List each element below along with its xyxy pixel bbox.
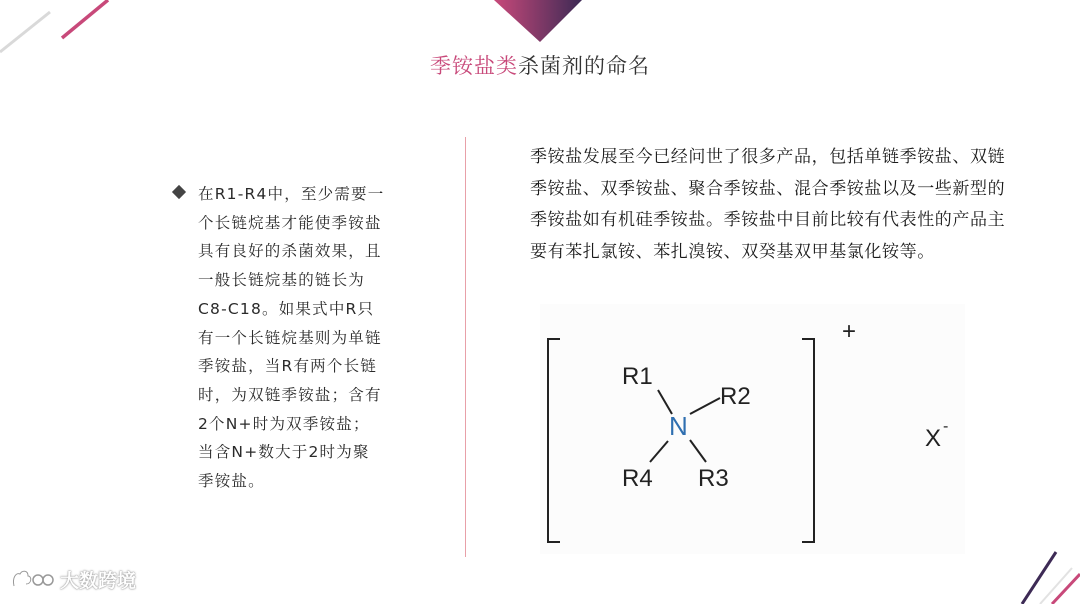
- bond-r2: [690, 398, 720, 414]
- quaternary-ammonium-structure: [540, 304, 965, 554]
- bond-r4: [650, 441, 668, 462]
- r3-label: R3: [698, 465, 729, 492]
- bottom-right-decoration: [1000, 548, 1080, 604]
- r2-label: R2: [720, 383, 751, 410]
- anion-label: X: [925, 425, 942, 452]
- intro-paragraph: 季铵盐发展至今已经问世了很多产品，包括单链季铵盐、双链季铵盐、双季铵盐、聚合季铵盐、混合季铵盐以及一些新型的季铵盐如有机硅季铵盐。季铵盐中目前比较有代表性的产品主要有苯扎氯铵、苯扎溴铵、双癸基双甲基氯化铵等。: [530, 147, 1006, 262]
- r4-label: R4: [622, 465, 653, 492]
- anion-charge-label: -: [943, 418, 949, 435]
- watermark-logo-icon: [10, 568, 54, 592]
- vertical-divider: [465, 137, 466, 557]
- title-rest: 杀菌剂的命名: [518, 54, 650, 78]
- right-bracket: [802, 339, 814, 542]
- page-title: [0, 50, 1080, 80]
- left-bracket: [548, 339, 560, 542]
- bullet-point: [170, 180, 385, 496]
- watermark-text: 大数跨境: [60, 570, 137, 592]
- watermark: [10, 566, 136, 593]
- bullet-text: 在R1-R4中，至少需要一个长链烷基才能使季铵盐具有良好的杀菌效果，且一般长链烷基的链长为C8-C18。如果式中R只有一个长链烷基则为单链季铵盐，当R有两个长链时，为双链季铵盐；含有2个N+时为双季铵盐；当含N+数大于2时为聚季铵盐。: [198, 185, 385, 491]
- bond-r3: [690, 440, 706, 462]
- charge-label: +: [842, 318, 857, 345]
- structure-diagram: [540, 304, 965, 554]
- n-atom-label: N: [669, 411, 688, 441]
- top-triangle-decoration: [490, 0, 590, 50]
- r1-label: R1: [622, 363, 653, 390]
- diamond-bullet-icon: [172, 185, 186, 199]
- title-accent: 季铵盐类: [430, 54, 518, 78]
